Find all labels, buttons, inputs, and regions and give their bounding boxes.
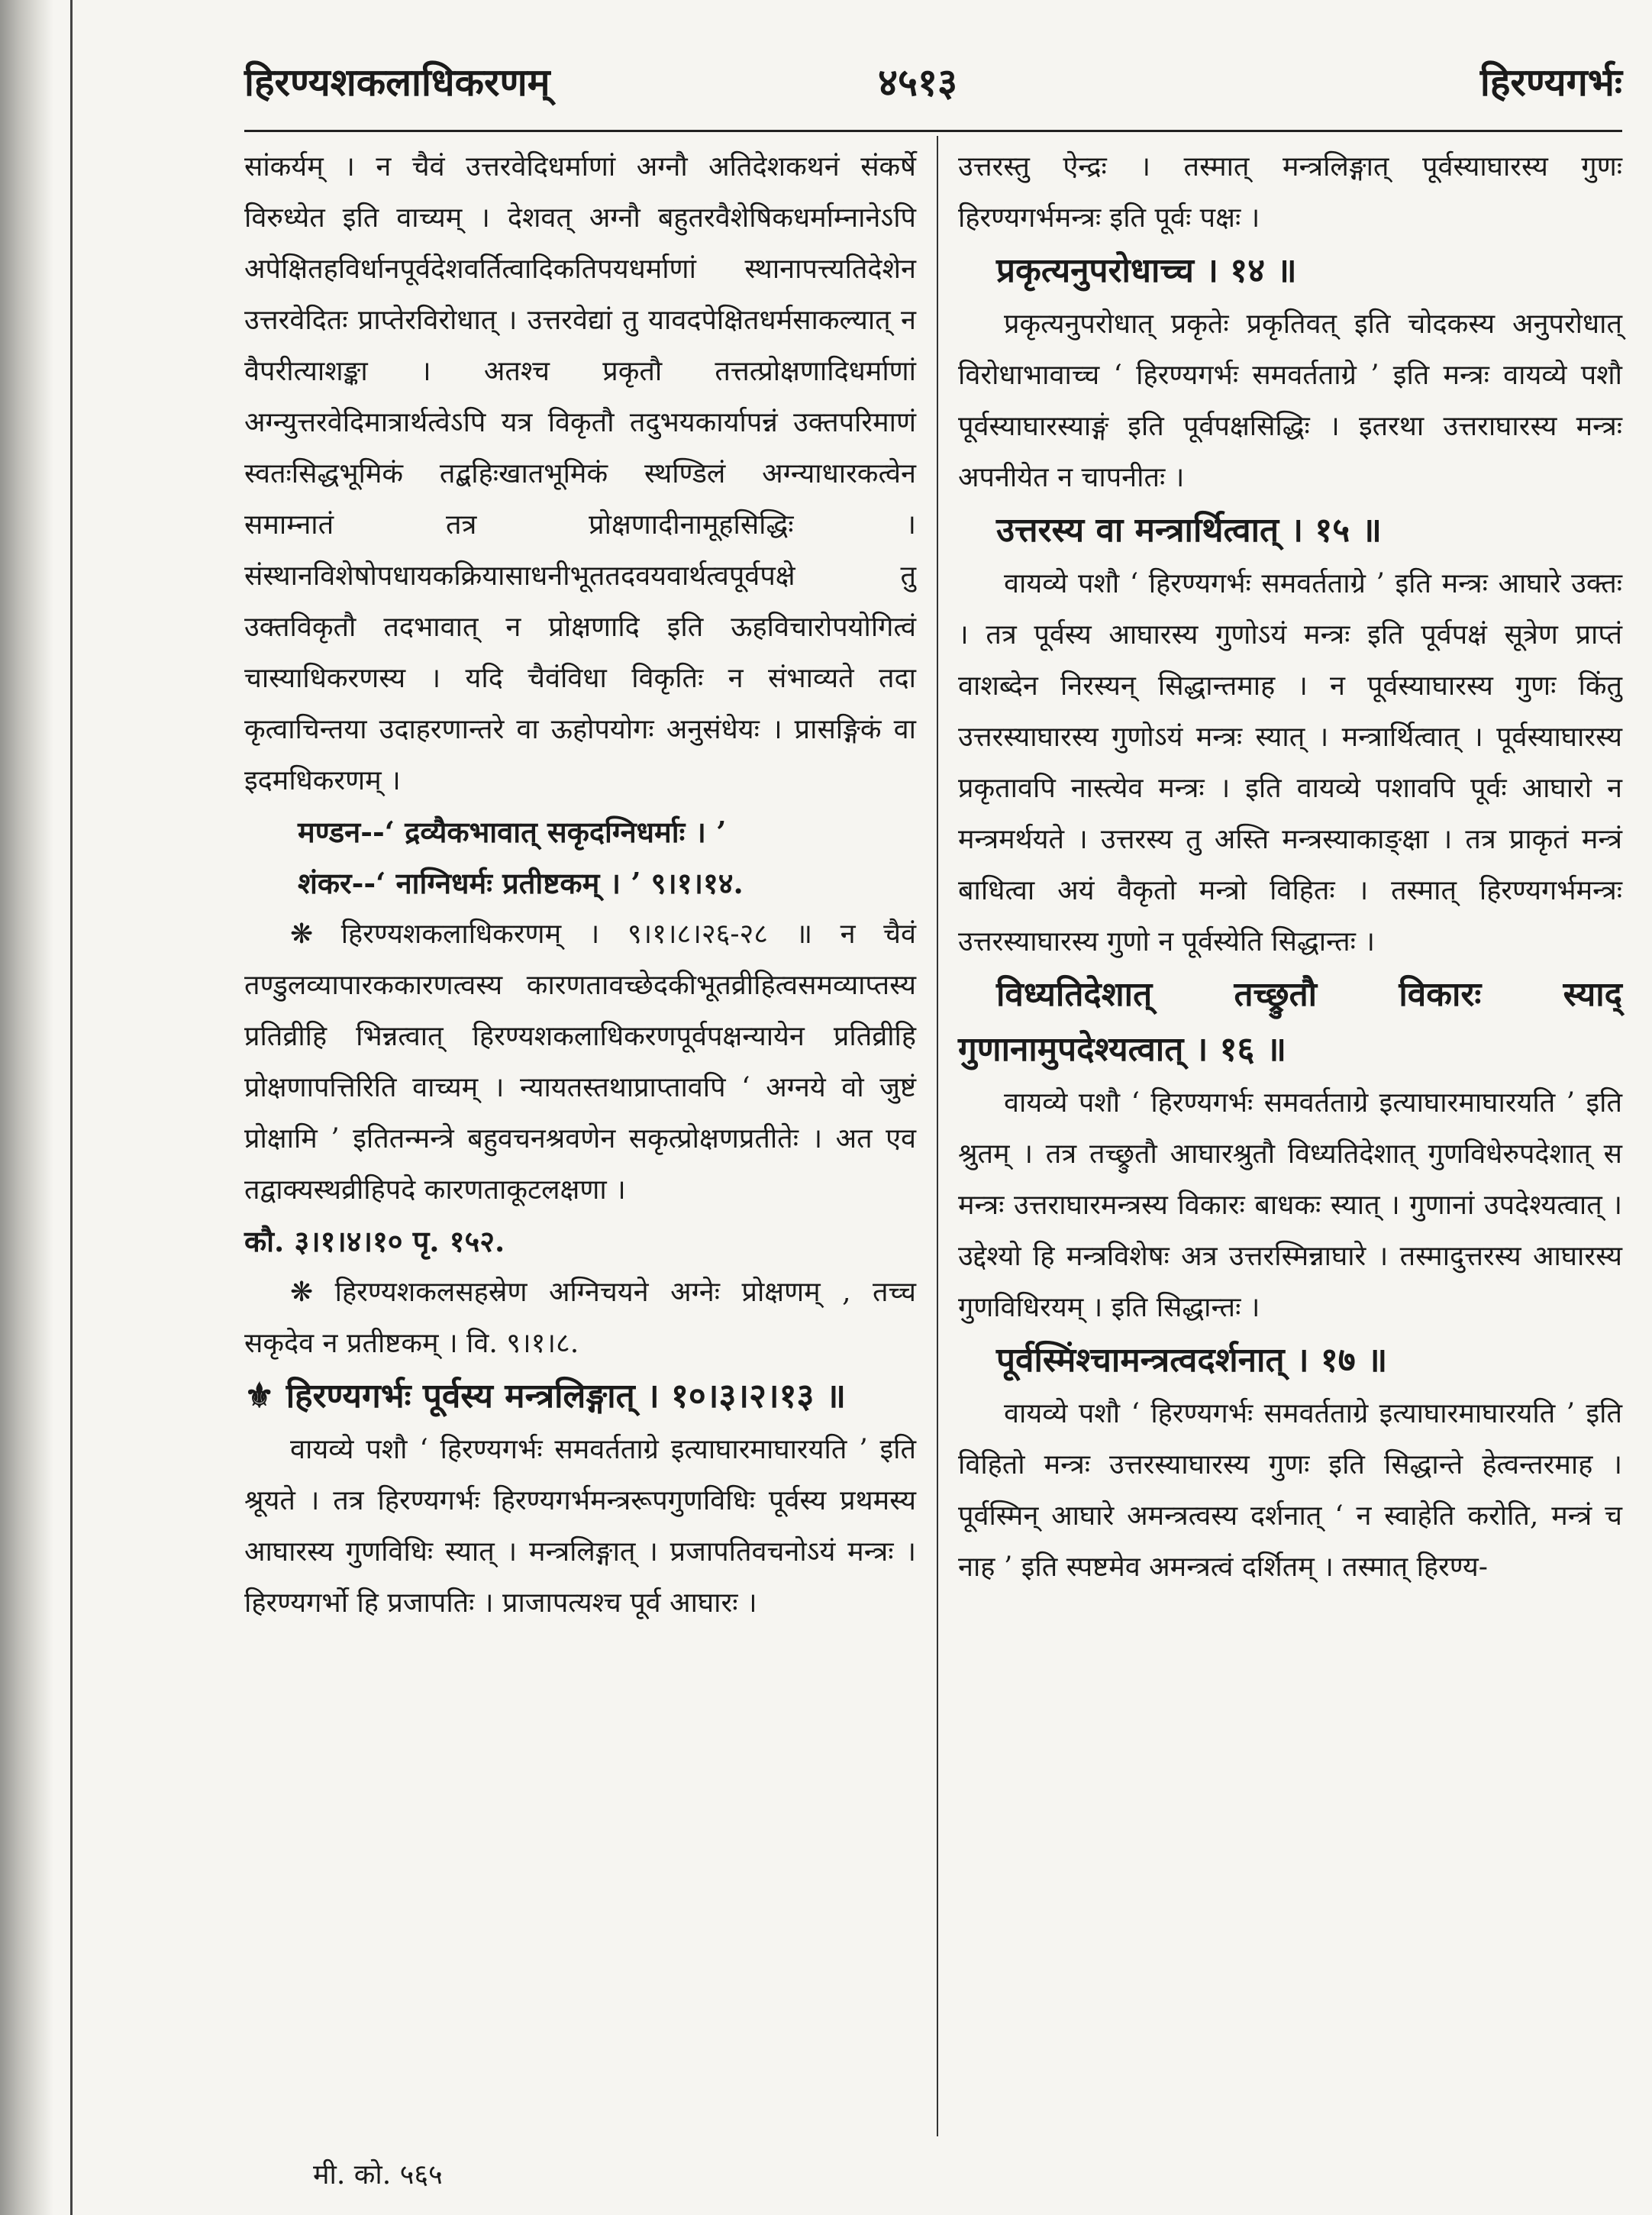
right-sutra-heading: विध्यतिदेशात् तच्छ्रुतौ विकारः स्याद् गुणानामुपदेश्यत्वात् । १६ ॥: [958, 975, 1622, 1069]
right-paragraph: वायव्ये पशौ ‘ हिरण्यगर्भः समवर्तताग्रे इत्याघारमाघारयति ’ इति श्रुतम् । तत्र तच्छ्रुतौ आघारश्रुतौ विध्यतिदेशात् गुणविधेरुपदेशात् स मन्त्रः उत्तराघारमन्त्रस्य विकारः बाधकः स्यात् । गुणानां उपदेश्यत्वात् । उद्देश्यो हि मन्त्रविशेषः अत्र उत्तरस्मिन्नाघारे । तस्मादुत्तरस्य आघारस्य गुणविधिरयम् । इति सिद्धान्तः ।: [958, 1087, 1622, 1323]
left-paragraph: ❋ हिरण्यशकलाधिकरणम् । ९।१।८।२६-२८ ॥ न चैवं तण्डुलव्यापारककारणत्वस्य कारणतावच्छेदकीभूतव्रीहित्वसमव्याप्तस्य प्रतिव्रीहि भिन्नत्वात् हिरण्यशकलाधिकरणपूर्वपक्षन्यायेन प्रतिव्रीहि प्रोक्षणापत्तिरिति वाच्यम् । न्यायतस्तथाप्राप्तावपि ‘ अग्नये वो जुष्टं प्रोक्षामि ’ इतितन्मन्त्रे बहुवचनश्रवणेन सकृत्प्रोक्षणप्रतीतेः । अत एव तद्वाक्यस्थव्रीहिपदे कारणताकूटलक्षणा ।: [244, 919, 916, 1206]
right-column: [958, 141, 1622, 1593]
scan-edge-shadow: [0, 0, 53, 2215]
header-left-title: हिरण्यशकलाधिकरणम्: [244, 60, 550, 105]
left-sutra-heading: ⚜ हिरण्यगर्भः पूर्वस्य मन्त्रलिङ्गात् । १०।३।२।१३ ॥: [244, 1377, 847, 1416]
right-sutra-heading: प्रकृत्यनुपरोधाच्च । १४ ॥: [996, 251, 1297, 290]
right-sutra-heading: पूर्वस्मिंश्चामन्त्रत्वदर्शनात् । १७ ॥: [996, 1341, 1388, 1380]
right-paragraph: प्रकृत्यनुपरोधात् प्रकृतेः प्रकृतिवत् इति चोदकस्य अनुपरोधात् विरोधाभावाच्च ‘ हिरण्यगर्भः समवर्तताग्रे ’ इति मन्त्रः वायव्ये पशौ पूर्वस्याघारस्याङ्गं इति पूर्वपक्षसिद्धिः । इतरथा उत्तराघारस्य मन्त्रः अपनीयेत न चापनीतः ।: [958, 308, 1622, 493]
right-paragraph: वायव्ये पशौ ‘ हिरण्यगर्भः समवर्तताग्रे इत्याघारमाघारयति ’ इति विहितो मन्त्रः उत्तरस्याघारस्य गुणः इति सिद्धान्ते हेत्वन्तरमाह । पूर्वस्मिन् आघारे अमन्त्रत्वस्य दर्शनात् ‘ न स्वाहेति करोति, मन्त्रं च नाह ’ इति स्पष्टमेव अमन्त्रत्वं दर्शितम् । तस्मात् हिरण्य-: [958, 1398, 1622, 1583]
column-separator: [937, 136, 938, 2136]
right-paragraph: उत्तरस्तु ऐन्द्रः । तस्मात् मन्त्रलिङ्गात् पूर्वस्याघारस्य गुणः हिरण्यगर्भमन्त्रः इति पूर्वः पक्षः ।: [958, 151, 1622, 234]
right-sutra-heading: उत्तरस्य वा मन्त्रार्थित्वात् । १५ ॥: [996, 511, 1382, 550]
left-quote: मण्डन--‘ द्रव्यैकभावात् सकृदग्निधर्माः । ’: [298, 815, 727, 849]
header-rule: [244, 130, 1622, 132]
page-number: ४५१३: [878, 60, 957, 105]
footer-signature: मी. को. ५६५: [313, 2159, 443, 2191]
header-right-title: हिरण्यगर्भः: [1479, 60, 1622, 105]
left-reference: कौ. ३।१।४।१० पृ. १५२.: [244, 1224, 505, 1258]
running-header: [244, 55, 1622, 108]
left-paragraph: ❋ हिरण्यशकलसहस्रेण अग्निचयने अग्नेः प्रोक्षणम् , तच्च सकृदेव न प्रतीष्टकम् । वि. ९।१।८.: [244, 1277, 916, 1359]
left-paragraph: वायव्ये पशौ ‘ हिरण्यगर्भः समवर्तताग्रे इत्याघारमाघारयति ’ इति श्रूयते । तत्र हिरण्यगर्भः हिरण्यगर्भमन्त्ररूपगुणविधिः पूर्वस्य प्रथमस्य आघारस्य गुणविधिः स्यात् । मन्त्रलिङ्गात् । प्रजापतिवचनोऽयं मन्त्रः । हिरण्यगर्भो हि प्रजापतिः । प्राजापत्यश्च पूर्व आघारः ।: [244, 1434, 916, 1619]
left-paragraph: सांकर्यम् । न चैवं उत्तरवेदिधर्माणां अग्नौ अतिदेशकथनं संकर्षे विरुध्येत इति वाच्यम् । देशवत् अग्नौ बहुतरवैशेषिकधर्माम्नानेऽपि अपेक्षितहविर्धानपूर्वदेशवर्तित्वादिकतिपयधर्माणां स्थानापत्त्यतिदेशेन उत्तरवेदितः प्राप्तेरविरोधात् । उत्तरवेद्यां तु यावदपेक्षितधर्मसाकल्यात् न वैपरीत्याशङ्का । अतश्च प्रकृतौ तत्तत्प्रोक्षणादिधर्माणां अग्न्युत्तरवेदिमात्रार्थत्वेऽपि यत्र विकृतौ तदुभयकार्यापन्नं उक्तपरिमाणं स्वतःसिद्धभूमिकं तद्बहिःखातभूमिकं स्थण्डिलं अग्न्याधारकत्वेन समाम्नातं तत्र प्रोक्षणादीनामूहसिद्धिः । संस्थानविशेषोपधायकक्रियासाधनीभूततदवयवार्थत्वपूर्वपक्षे तु उक्तविकृतौ तदभावात् न प्रोक्षणादि इति ऊहविचारोपयोगित्वं चास्याधिकरणस्य । यदि चैवंविधा विकृतिः न संभाव्यते तदा कृत्वाचिन्तया उदाहरणान्तरे वा ऊहोपयोगः अनुसंधेयः । प्रासङ्गिकं वा इदमधिकरणम् ।: [244, 151, 916, 796]
scan-margin-line: [70, 0, 73, 2215]
left-quote: शंकर--‘ नाग्निधर्मः प्रतीष्टकम् । ’ ९।१।१४.: [298, 866, 744, 900]
right-paragraph: वायव्ये पशौ ‘ हिरण्यगर्भः समवर्तताग्रे ’ इति मन्त्रः आघारे उक्तः । तत्र पूर्वस्य आघारस्य गुणोऽयं मन्त्रः इति पूर्वपक्षं सूत्रेण प्राप्तं वाशब्देन निरस्यन् सिद्धान्तमाह । न पूर्वस्याघारस्य गुणः किंतु उत्तरस्याघारस्य गुणोऽयं मन्त्रः स्यात् । मन्त्रार्थित्वात् । पूर्वस्याघारस्य प्रकृतावपि नास्त्येव मन्त्रः । इति वायव्ये पशावपि पूर्वः आघारो न मन्त्रमर्थयते । उत्तरस्य तु अस्ति मन्त्रस्याकाङ्क्षा । तत्र प्राकृतं मन्त्रं बाधित्वा अयं वैकृतो मन्त्रो विहितः । तस्मात् हिरण्यगर्भमन्त्रः उत्तरस्याघारस्य गुणो न पूर्वस्येति सिद्धान्तः ।: [958, 568, 1622, 957]
left-column: [244, 141, 916, 1629]
